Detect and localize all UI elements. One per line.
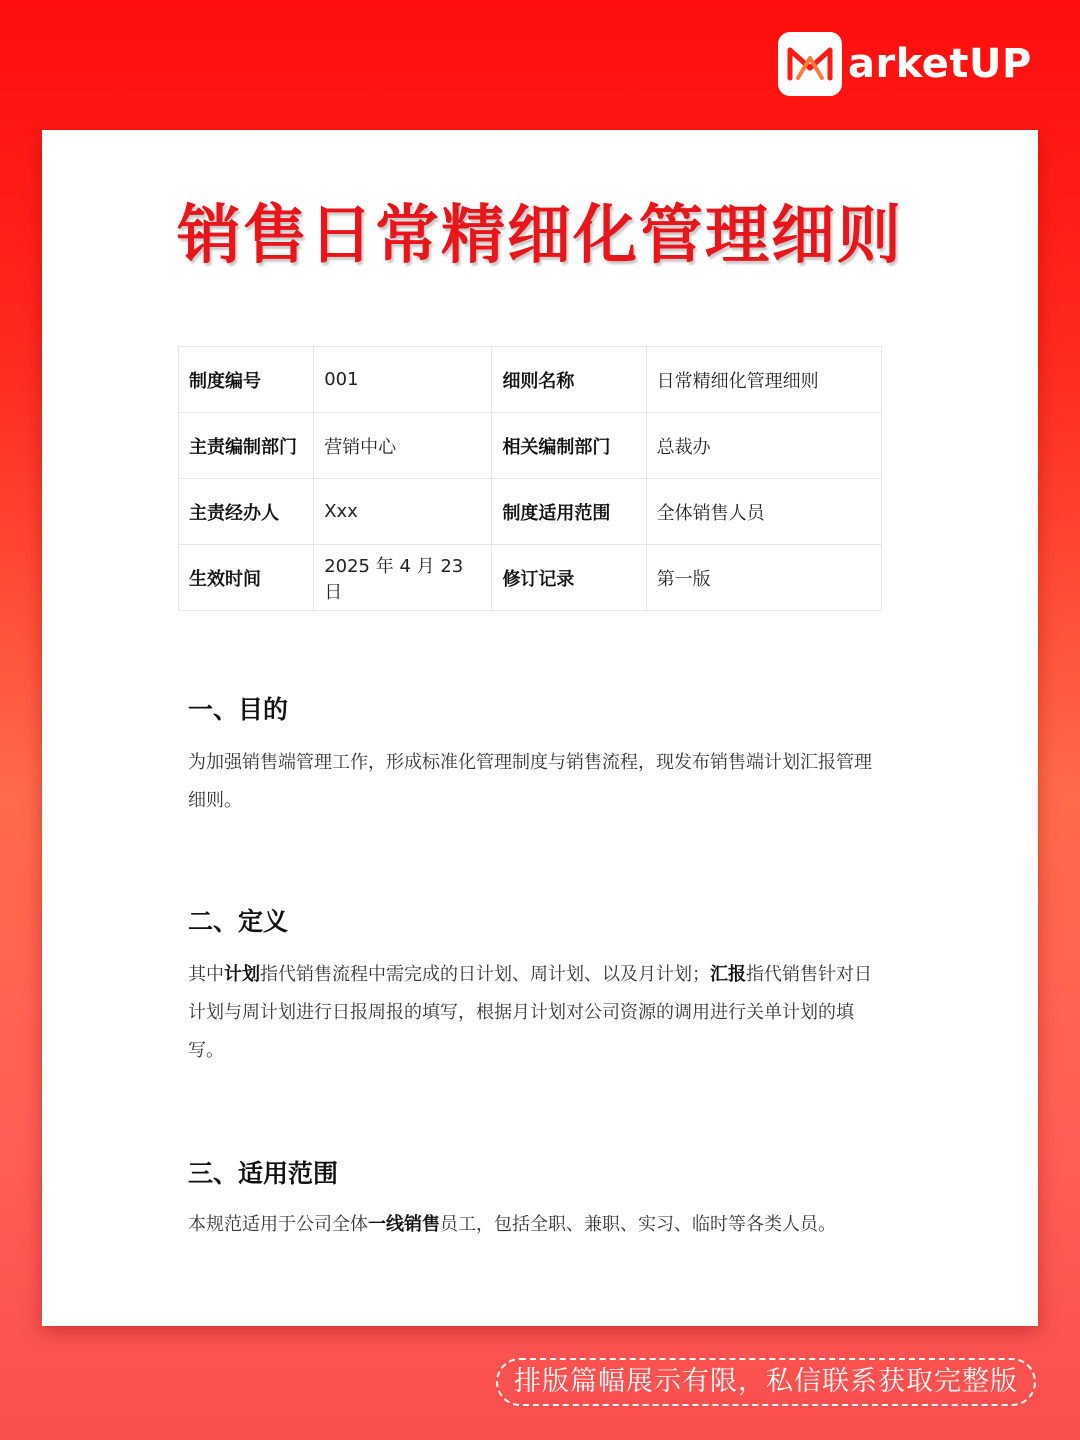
section-heading-scope: 三、适用范围 [188,1159,339,1188]
paragraph-text: 本规范适用于公司全体 [188,1214,368,1235]
paragraph-bold-text: 汇报 [710,964,746,985]
meta-value: 日常精细化管理细则 [646,347,881,413]
table-row [179,347,882,413]
meta-value: 营销中心 [314,413,492,479]
meta-label: 主责编制部门 [179,413,314,479]
table-row [179,413,882,479]
paragraph-text: 为加强销售端管理工作，形成标准化管理制度与销售流程，现发布销售端计划汇报管理细则。 [188,752,872,811]
paragraph-text: 员工，包括全职、兼职、实习、临时等各类人员。 [440,1214,836,1235]
meta-value: 001 [314,347,492,413]
meta-value: 全体销售人员 [646,479,881,545]
meta-label: 细则名称 [492,347,646,413]
meta-label: 制度编号 [179,347,314,413]
paragraph-bold-text: 一线销售 [368,1214,440,1235]
meta-label: 相关编制部门 [492,413,646,479]
paragraph-bold-text: 计划 [224,964,260,985]
section-paragraph-purpose [188,744,888,820]
section-heading-purpose: 一、目的 [188,695,289,724]
table-row [179,479,882,545]
meta-value: 2025 年 4 月 23 日 [314,545,492,611]
paragraph-text: 指代销售流程中需完成的日计划、周计划、以及月计划； [260,964,710,985]
meta-value: 总裁办 [646,413,881,479]
brand-logo [778,32,1032,96]
marketup-logo-icon [778,32,842,96]
paragraph-text: 其中 [188,964,224,985]
document-title: 销售日常精细化管理细则 [177,199,903,273]
meta-value: 第一版 [646,545,881,611]
meta-label: 主责经办人 [179,479,314,545]
document-meta-table [178,346,882,611]
brand-name: arketUP [848,41,1032,87]
meta-value: Xxx [314,479,492,545]
footer-notice: 排版篇幅展示有限，私信联系获取完整版 [496,1358,1036,1406]
meta-label: 生效时间 [179,545,314,611]
meta-label: 修订记录 [492,545,646,611]
table-row [179,545,882,611]
section-paragraph-scope [188,1206,888,1244]
section-heading-definition: 二、定义 [188,907,289,936]
paragraph-text: 指代销售针对日计划与周计划进行日报周报的填写，根据月计划对公司资源的调用进行关单计划的填写。 [188,964,872,1061]
document-page [42,130,1038,1326]
meta-label: 制度适用范围 [492,479,646,545]
section-paragraph-definition [188,956,888,1070]
